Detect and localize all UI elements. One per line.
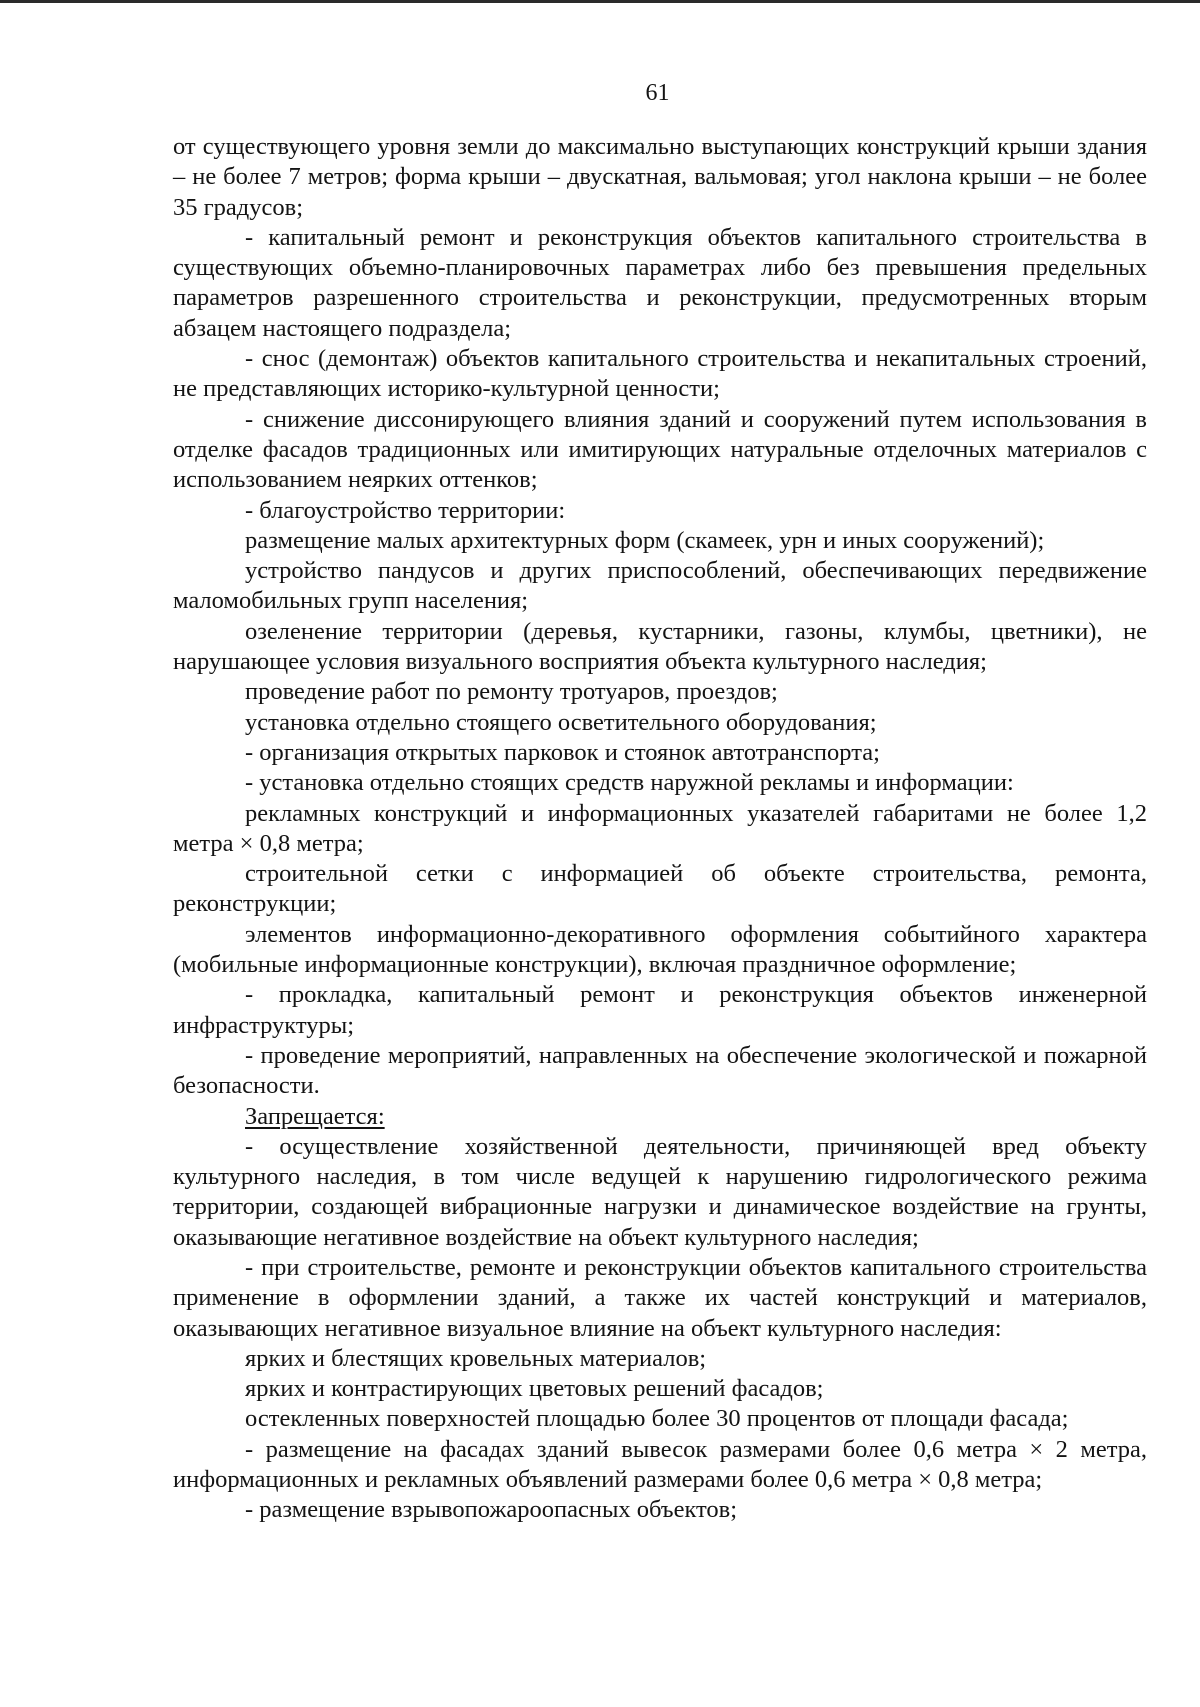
paragraph: элементов информационно-декоративного оформления событийного характера (мобильные информационные конструкции), включая праздничное оформление; xyxy=(173,920,1147,979)
paragraph: размещение малых архитектурных форм (скамеек, урн и иных сооружений); xyxy=(245,526,1045,554)
paragraph: от существующего уровня земли до максимально выступающих конструкций крыши здания – не более 7 метров; форма крыши – двускатная, вальмовая; угол наклона крыши – не более 35 градусов; xyxy=(173,133,1147,221)
paragraph: ярких и блестящих кровельных материалов; xyxy=(245,1344,707,1372)
paragraph: озеленение территории (деревья, кустарники, газоны, клумбы, цветники), не нарушающее условия визуального восприятия объекта культурного наследия; xyxy=(173,617,1147,676)
paragraph: - проведение мероприятий, направленных на обеспечение экологической и пожарной безопасности. xyxy=(173,1041,1147,1100)
document-body xyxy=(173,132,1147,1526)
paragraph: - установка отдельно стоящих средств наружной рекламы и информации: xyxy=(245,769,1014,797)
section-heading-text: Запрещается: xyxy=(245,1102,385,1130)
paragraph: - осуществление хозяйственной деятельности, причиняющей вред объекту культурного наследия, в том числе ведущей к нарушению гидрологического режима территории, создающей вибрационные нагрузки и динамическое воздействие на грунты, оказывающие негативное воздействие на объект культурного наследия; xyxy=(173,1132,1147,1251)
paragraph: ярких и контрастирующих цветовых решений фасадов; xyxy=(245,1375,824,1403)
scan-top-edge xyxy=(0,0,1200,3)
paragraph: строительной сетки с информацией об объекте строительства, ремонта, реконструкции; xyxy=(173,860,1147,918)
section-heading-prohibited xyxy=(173,1102,1147,1132)
paragraph: - благоустройство территории: xyxy=(245,496,566,524)
paragraph: - при строительстве, ремонте и реконструкции объектов капитального строительства применение в оформлении зданий, а также их частей конструкций и материалов, оказывающих негативное визуальное влияние на объект культурного наследия: xyxy=(173,1253,1147,1342)
paragraph: - прокладка, капитальный ремонт и реконструкция объектов инженерной инфраструктуры; xyxy=(173,981,1147,1039)
paragraph: - капитальный ремонт и реконструкция объектов капитального строительства в существующих объемно-планировочных параметрах либо без превышения предельных параметров разрешенного строительства и реконструкции, предусмотренных вторым абзацем настоящего подраздела; xyxy=(173,223,1147,342)
paragraph: устройство пандусов и других приспособлений, обеспечивающих передвижение маломобильных групп населения; xyxy=(173,557,1147,615)
paragraph: - снос (демонтаж) объектов капитального строительства и некапитальных строений, не представляющих историко-культурной ценности; xyxy=(173,345,1147,403)
paragraph: - организация открытых парковок и стоянок автотранспорта; xyxy=(245,738,880,766)
paragraph: установка отдельно стоящего осветительного оборудования; xyxy=(245,708,877,736)
paragraph: - размещение взрывопожароопасных объектов; xyxy=(245,1496,738,1524)
paragraph: остекленных поверхностей площадью более 30 процентов от площади фасада; xyxy=(245,1405,1069,1433)
page-number: 61 xyxy=(645,80,670,106)
paragraph: рекламных конструкций и информационных указателей габаритами не более 1,2 метра × 0,8 метра; xyxy=(173,799,1147,857)
paragraph: проведение работ по ремонту тротуаров, проездов; xyxy=(245,678,778,706)
paragraph: - снижение диссонирующего влияния зданий и сооружений путем использования в отделке фасадов традиционных или имитирующих натуральные отделочных материалов с использованием неярких оттенков; xyxy=(173,405,1147,494)
paragraph: - размещение на фасадах зданий вывесок размерами более 0,6 метра × 2 метра, информационных и рекламных объявлений размерами более 0,6 метра × 0,8 метра; xyxy=(173,1435,1147,1494)
